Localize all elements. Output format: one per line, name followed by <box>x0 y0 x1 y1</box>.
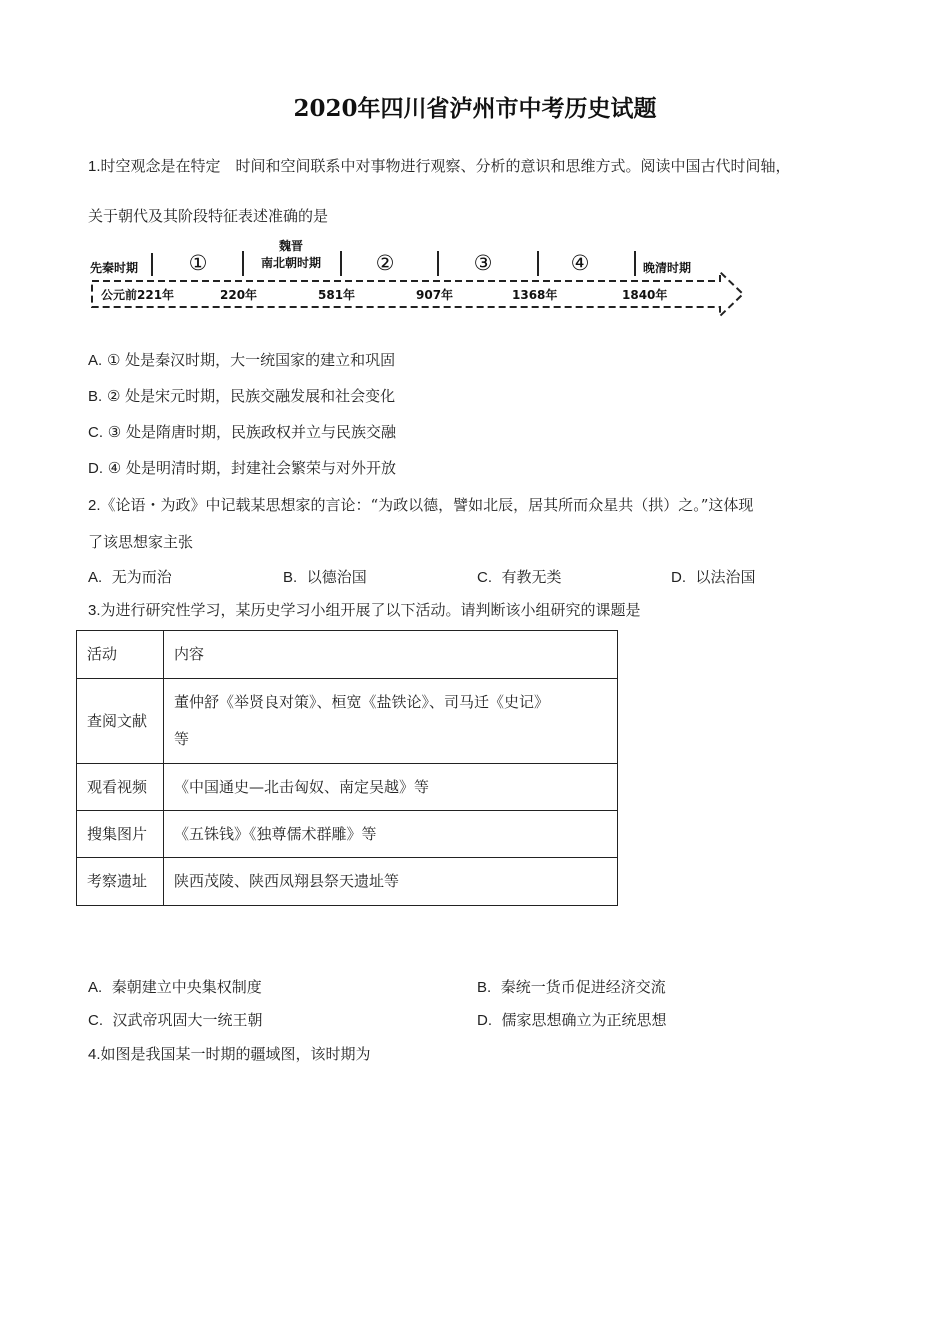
question-1-text: 时空观念是在特定 时间和空间联系中对事物进行观察、分析的意识和思维方式。阅读中国古代时间轴， <box>100 157 791 175</box>
timeline-year-label: 公元前221年 <box>101 288 175 302</box>
table-cell-activity: 考察遗址 <box>77 858 164 906</box>
activity-table <box>76 630 618 906</box>
question-1-option-d: D. ④ 处是明清时期，封建社会繁荣与对外开放 <box>88 459 396 477</box>
question-3-line-1 <box>88 599 641 620</box>
table-header-activity: 活动 <box>77 631 164 679</box>
timeline-year-label: 1840年 <box>622 288 668 302</box>
question-2-line-1 <box>88 494 753 515</box>
question-3-option-b: B. 秦统一货币促进经济交流 <box>477 978 666 996</box>
table-row <box>77 679 618 764</box>
timeline-period-label: ④ <box>570 251 590 275</box>
timeline-period-label: ③ <box>473 251 493 275</box>
timeline-period-label: 南北朝时期 <box>260 256 322 270</box>
timeline-figure <box>80 236 760 324</box>
table-header-content: 内容 <box>164 631 618 679</box>
question-2-option-d: D. 以法治国 <box>671 568 756 586</box>
question-2-option-b: B. 以德治国 <box>283 568 367 586</box>
timeline-year-label: 907年 <box>416 288 454 302</box>
table-cell-activity: 查阅文献 <box>77 679 164 764</box>
table-row <box>77 858 618 906</box>
page-title: 2020年四川省泸州市中考历史试题 <box>293 95 657 122</box>
question-4-number: 4. <box>88 1046 101 1063</box>
table-cell-content: 《中国通史—北击匈奴、南定吴越》等 <box>164 764 618 811</box>
table-header-row <box>77 631 618 679</box>
question-3-number: 3. <box>88 602 101 619</box>
table-cell-content: 董仲舒《举贤良对策》、桓宽《盐铁论》、司马迁《史记》 等 <box>164 679 618 764</box>
table-cell-activity: 搜集图片 <box>77 811 164 858</box>
timeline-period-label: ① <box>188 251 208 275</box>
question-2-text: 《论语・为政》中记载某思想家的言论：“为政以德，譬如北辰，居其所而众星共（拱）之。”这体现 <box>100 496 754 514</box>
timeline-year-label: 581年 <box>318 288 356 302</box>
table-cell-activity: 观看视频 <box>77 764 164 811</box>
question-2-line-2: 了该思想家主张 <box>88 533 194 551</box>
timeline-year-label: 1368年 <box>512 288 558 302</box>
question-2-option-c: C. 有教无类 <box>477 568 562 586</box>
timeline-year-label: 220年 <box>220 288 258 302</box>
question-1-option-b: B. ② 处是宋元时期，民族交融发展和社会变化 <box>88 387 396 405</box>
question-4-line-1 <box>88 1043 371 1064</box>
timeline-period-label: 魏晋 <box>278 239 304 253</box>
question-3-text: 为进行研究性学习，某历史学习小组开展了以下活动。请判断该小组研究的课题是 <box>100 601 641 619</box>
question-2-number: 2. <box>88 497 101 514</box>
question-2-option-a: A. 无为而治 <box>88 568 172 586</box>
table-cell-content: 陕西茂陵、陕西凤翔县祭天遗址等 <box>164 858 618 906</box>
question-1-number: 1. <box>88 158 101 175</box>
question-3-option-a: A. 秦朝建立中央集权制度 <box>88 978 262 996</box>
timeline-period-label: 晚清时期 <box>643 261 692 275</box>
table-row <box>77 811 618 858</box>
question-1-line-2: 关于朝代及其阶段特征表述准确的是 <box>88 207 329 225</box>
timeline-period-label: ② <box>375 251 395 275</box>
question-1-option-c: C. ③ 处是隋唐时期，民族政权并立与民族交融 <box>88 423 396 441</box>
question-1-option-a: A. ① 处是秦汉时期，大一统国家的建立和巩固 <box>88 351 396 369</box>
table-cell-content: 《五铢钱》《独尊儒术群雕》等 <box>164 811 618 858</box>
table-row <box>77 764 618 811</box>
question-3-option-c: C. 汉武帝巩固大一统王朝 <box>88 1011 263 1029</box>
question-4-text: 如图是我国某一时期的疆域图，该时期为 <box>100 1045 371 1063</box>
question-1-line-1 <box>88 155 791 176</box>
timeline-period-label: 先秦时期 <box>90 261 139 275</box>
question-3-option-d: D. 儒家思想确立为正统思想 <box>477 1011 667 1029</box>
